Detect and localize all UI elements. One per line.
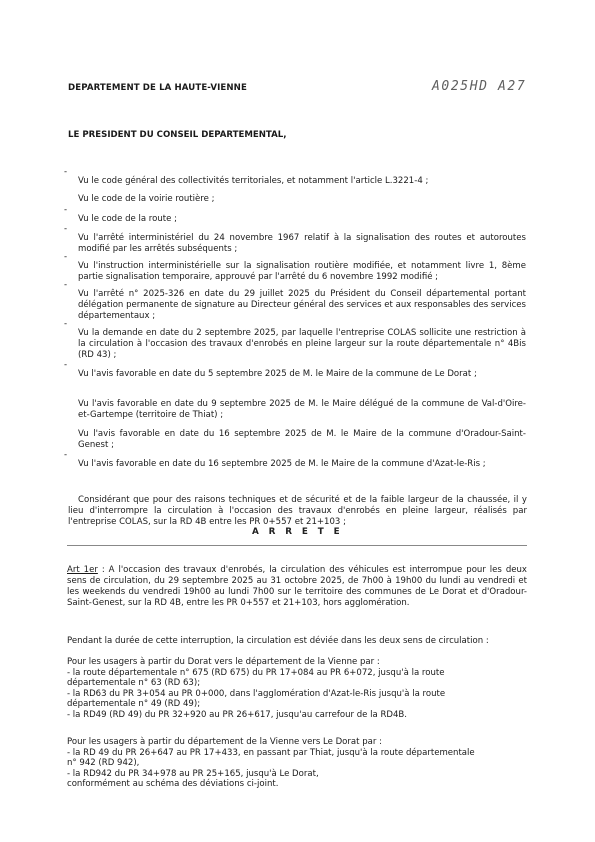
- list-dash: -: [64, 360, 68, 370]
- article-1-label: Art 1er: [67, 564, 98, 575]
- route-line: n° 942 (RD 942),: [67, 758, 140, 769]
- route-line: départementale n° 63 (RD 63);: [67, 678, 201, 689]
- president-heading: LE PRESIDENT DU CONSEIL DEPARTEMENTAL,: [68, 130, 287, 140]
- route-vienne-to-dorat: [67, 737, 527, 790]
- article-1-paragraph: [67, 565, 527, 610]
- route-line: - la RD49 (RD 49) du PR 32+920 au PR 26+617, jusqu'au carrefour de la RD4B.: [67, 709, 407, 720]
- route-line: Pour les usagers à partir du Dorat vers le département de la Vienne par :: [67, 657, 380, 667]
- route-line: - la RD 49 du PR 26+647 au PR 17+433, en passant par Thiat, jusqu'à la route départementale: [67, 747, 475, 758]
- visa-item: Vu l'avis favorable en date du 5 septembre 2025 de M. le Maire de la commune de Le Dorat ;: [78, 368, 477, 379]
- visa-item: Vu l'instruction interministérielle sur la signalisation routière modifiée, et notamment livre 1, 8ème partie signalisation temporaire, approuvé par l'arrêté du 6 novembre 1992 modifié ;: [78, 260, 526, 282]
- visa-item: Vu l'avis favorable en date du 9 septembre 2025 de M. le Maire délégué de la commune de Val-d'Oire-et-Gartempe (territoire de Thiat) ;: [78, 398, 526, 420]
- list-dash: -: [64, 280, 68, 290]
- route-dorat-to-vienne: [67, 657, 527, 721]
- list-dash: -: [64, 450, 68, 460]
- visa-item: Vu l'arrêté interministériel du 24 novembre 1967 relatif à la signalisation des routes et autoroutes modifié par les arrêtés subséquents ;: [78, 232, 526, 254]
- list-dash: -: [64, 319, 68, 329]
- route-line: - la RD63 du PR 3+054 au PR 0+000, dans l'agglomération d'Azat-le-Ris jusqu'à la route: [67, 688, 446, 699]
- visa-item: Vu le code général des collectivités territoriales, et notamment l'article L.3221-4 ;: [78, 175, 429, 186]
- list-dash: -: [64, 167, 68, 177]
- visa-item: Vu la demande en date du 2 septembre 2025, par laquelle l'entreprise COLAS sollicite une restriction à la circulation à l'occasion des travaux d'enrobés en pleine largeur sur la route départementale n° 4Bis (RD 43) ;: [78, 327, 526, 360]
- route-line: départementale n° 49 (RD 49);: [67, 699, 201, 710]
- list-dash: -: [64, 252, 68, 262]
- route-line: conformément au schéma des déviations ci-joint.: [67, 779, 279, 790]
- arrete-title: A R R E T E: [251, 527, 344, 537]
- article-1-text: : A l'occasion des travaux d'enrobés, la circulation des véhicules est interrompue pour les deux sens de circulation, du 29 septembre 2025 au 31 octobre 2025, de 7h00 à 19h00 du lundi au vendredi et les weekends du vendredi 19h00 au lundi 7h00 sur le territoire des communes de Le Dorat et d'Oradour-Saint-Genest, sur la RD 4B, entre les PR 0+557 et 21+103, hors agglomération.: [67, 564, 527, 609]
- list-dash: -: [64, 205, 68, 215]
- section-divider: [67, 545, 527, 546]
- route-line: Pour les usagers à partir du département de la Vienne vers Le Dorat par :: [67, 737, 383, 747]
- visa-item: Vu l'avis favorable en date du 16 septembre 2025 de M. le Maire de la commune d'Oradour-Saint-Genest ;: [78, 428, 526, 450]
- visa-item: Vu le code de la voirie routière ;: [78, 193, 215, 204]
- visa-item: Vu le code de la route ;: [78, 213, 177, 224]
- route-line: - la route départementale n° 675 (RD 675) du PR 17+084 au PR 6+072, jusqu'à la route: [67, 667, 445, 678]
- considerant-paragraph: Considérant que pour des raisons techniques et de sécurité et de la faible largeur de la chaussée, il y lieu d'interrompre la circulation à l'occasion des travaux d'enrobés en pleine largeur, réalisés par l'entreprise COLAS, sur la RD 4B entre les PR 0+557 et 21+103 ;: [68, 494, 527, 527]
- department-heading: DEPARTEMENT DE LA HAUTE-VIENNE: [68, 83, 247, 93]
- list-dash: -: [64, 224, 68, 234]
- visa-item: Vu l'avis favorable en date du 16 septembre 2025 de M. le Maire de la commune d'Azat-le-Ris ;: [78, 458, 486, 469]
- handwritten-reference-number: A025HD A27: [432, 79, 527, 94]
- deviation-intro: Pendant la durée de cette interruption, la circulation est déviée dans les deux sens de circulation :: [67, 635, 489, 646]
- route-line: - la RD942 du PR 34+978 au PR 25+165, jusqu'à Le Dorat,: [67, 768, 319, 779]
- visa-item: Vu l'arrêté n° 2025-326 en date du 29 juillet 2025 du Président du Conseil départemental portant délégation permanente de signature au Directeur général des services et aux responsables des services départementaux ;: [78, 288, 526, 321]
